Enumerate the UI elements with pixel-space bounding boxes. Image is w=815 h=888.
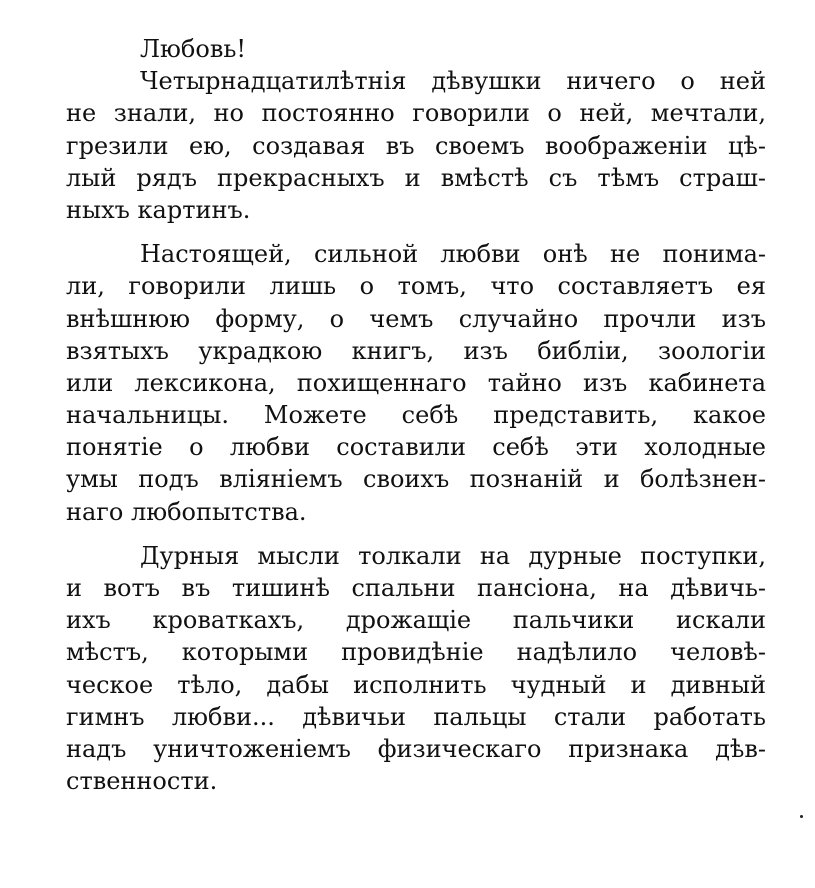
text-line: ческое тѣло, дабы исполнить чудный и дивный — [66, 670, 766, 699]
text-line: начальницы. Можете себѣ представить, какое — [66, 401, 766, 430]
text-line: ихъ кроваткахъ, дрожащіе пальчики искали — [66, 606, 766, 635]
text-line: надъ уничтоженіемъ физическаго признака дѣв- — [66, 734, 766, 763]
text-line: гимнъ любви... дѣвичьи пальцы стали работать — [66, 702, 766, 731]
text-line: умы подъ вліяніемъ своихъ познаній и болѣзнен- — [66, 465, 766, 494]
text-line: мѣстъ, которыми провидѣніе надѣлило человѣ- — [66, 638, 766, 667]
text-line: ственности. — [66, 767, 218, 796]
text-line: Четырнадцатилѣтнія дѣвушки ничего о ней — [140, 67, 766, 96]
paragraph-1 — [66, 65, 766, 226]
heading: Любовь! — [140, 35, 247, 63]
text-line: Настоящей, сильной любви онѣ не понима- — [140, 240, 766, 269]
text-line: грезили ею, создавая въ своемъ воображеніи цѣ- — [66, 131, 766, 160]
paragraph-2 — [66, 238, 766, 528]
text-line: ныхъ картинъ. — [66, 195, 251, 224]
text-line: понятіе о любви составили себѣ эти холодные — [66, 433, 766, 462]
text-line: внѣшнюю форму, о чемъ случайно прочли изъ — [66, 304, 766, 333]
text-line: или лексикона, похищеннаго тайно изъ кабинета — [66, 368, 766, 397]
text-line: и вотъ въ тишинѣ спальни пансіона, на дѣвичь- — [66, 574, 766, 602]
text-line: взятыхъ украдкою книгъ, изъ библіи, зоологіи — [66, 336, 766, 365]
text-line: ли, говорили лишь о томъ, что составляетъ ея — [66, 272, 766, 301]
text-line: не знали, но постоянно говорили о ней, мечтали, — [66, 99, 766, 128]
print-speck — [800, 815, 803, 818]
paragraph-3 — [66, 540, 766, 798]
text-line: лый рядъ прекрасныхъ и вмѣстѣ съ тѣмъ страш- — [66, 163, 766, 192]
page-text — [66, 33, 766, 797]
text-line: наго любопытства. — [66, 497, 307, 526]
text-line: Дурныя мысли толкали на дурные поступки, — [140, 541, 766, 570]
